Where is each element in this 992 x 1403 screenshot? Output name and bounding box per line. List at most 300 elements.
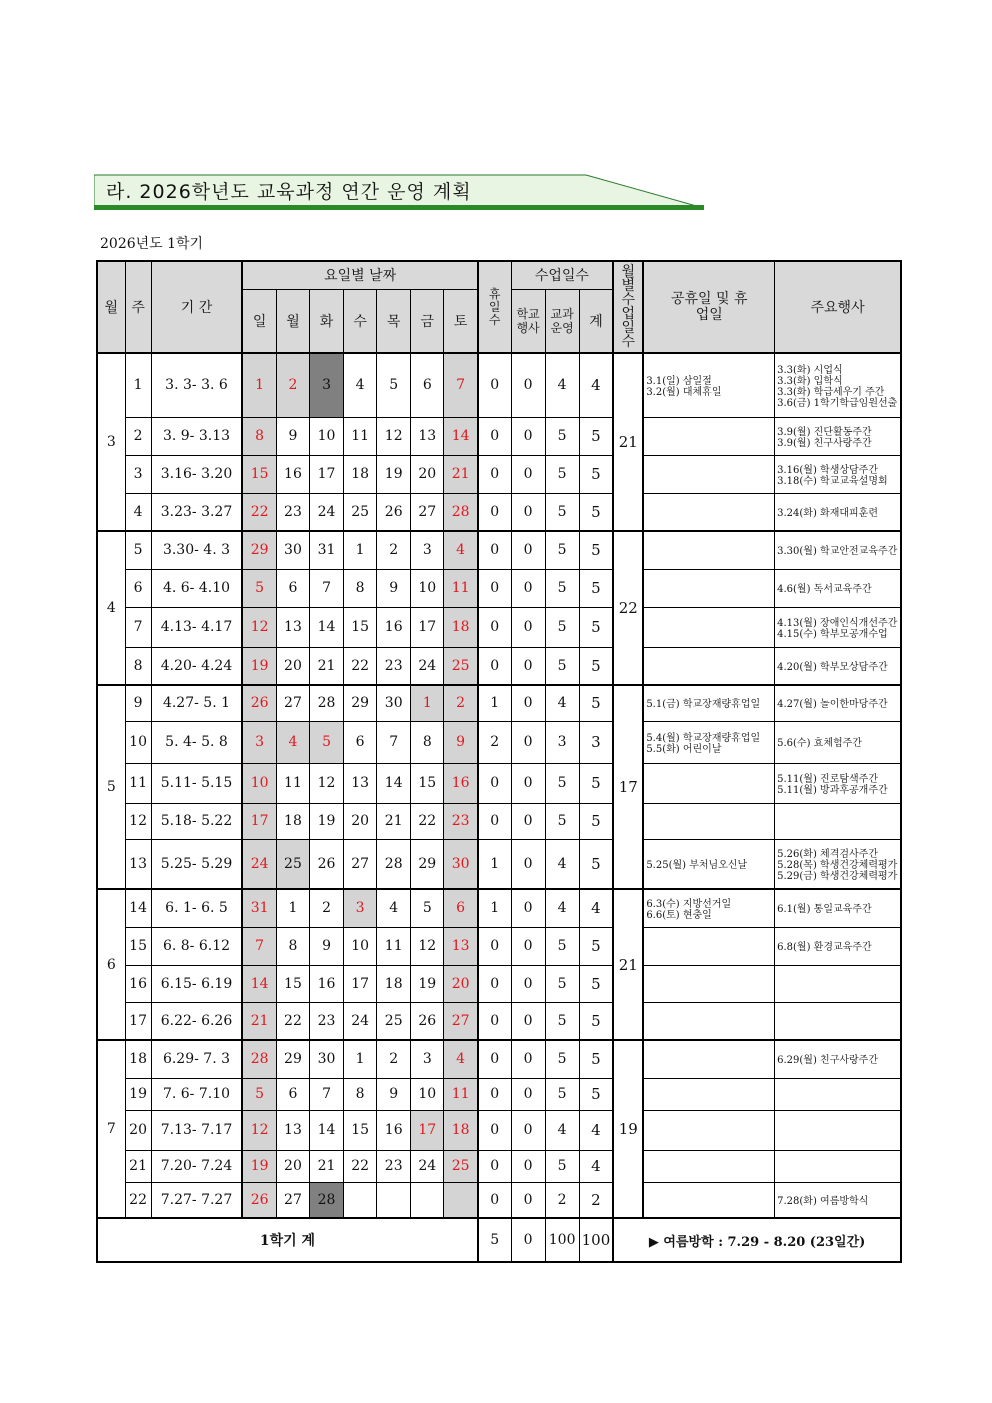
day-cell: 7 (242, 927, 276, 965)
header-weekday-tue: 화 (310, 289, 344, 353)
day-cell: 22 (242, 493, 276, 531)
school-event-cell: 0 (511, 353, 545, 417)
day-cell: 21 (444, 455, 478, 493)
period-cell: 7.20- 7.24 (151, 1150, 242, 1182)
event-note: 5.11(월) 방과후공개주간 (777, 784, 888, 796)
section-banner (94, 173, 704, 211)
day-cell: 1 (242, 353, 276, 417)
header-school-days: 수업일수 (511, 261, 613, 289)
events-cell (775, 839, 901, 889)
event-note: 5.11(월) 진로탐색주간 (777, 773, 878, 785)
holiday-count-cell: 0 (478, 763, 511, 803)
table-row (97, 353, 901, 417)
day-cell: 15 (242, 455, 276, 493)
school-event-cell: 0 (511, 1110, 545, 1150)
holidays-cell (643, 417, 774, 455)
day-cell: 16 (276, 455, 309, 493)
holiday-count-cell: 1 (478, 889, 511, 927)
holidays-cell (643, 1150, 774, 1182)
school-event-cell: 0 (511, 455, 545, 493)
period-cell: 7.13- 7.17 (151, 1110, 242, 1150)
period-cell: 6. 8- 6.12 (151, 927, 242, 965)
week-cell: 10 (125, 721, 151, 763)
day-cell: 20 (444, 965, 478, 1002)
holiday-note: 3.1(일) 삼일절 (646, 375, 712, 387)
day-cell: 19 (411, 965, 444, 1002)
week-cell: 4 (125, 493, 151, 531)
day-cell: 22 (276, 1002, 309, 1040)
day-cell: 27 (276, 1182, 309, 1218)
curriculum-cell: 5 (545, 569, 579, 607)
curriculum-cell: 5 (545, 965, 579, 1002)
header-total: 계 (579, 289, 613, 353)
holidays-cell (643, 1078, 774, 1110)
summer-vacation: ▶ 여름방학 : 7.29 - 8.20 (23일간) (613, 1218, 901, 1262)
events-cell (775, 417, 901, 455)
day-cell: 17 (242, 803, 276, 839)
curriculum-cell: 4 (545, 839, 579, 889)
header-events: 주요행사 (775, 261, 901, 353)
monthly-days-cell: 21 (613, 889, 643, 1040)
events-cell (775, 1110, 901, 1150)
curriculum-cell: 2 (545, 1182, 579, 1218)
week-total-cell: 5 (579, 685, 613, 721)
school-event-cell: 0 (511, 493, 545, 531)
holiday-count-cell: 0 (478, 927, 511, 965)
day-cell: 14 (310, 607, 344, 647)
day-cell: 26 (242, 685, 276, 721)
day-cell: 6 (344, 721, 377, 763)
day-cell: 3 (310, 353, 344, 417)
week-total-cell: 5 (579, 607, 613, 647)
day-cell: 12 (411, 927, 444, 965)
table-row (97, 1040, 901, 1078)
week-total-cell: 5 (579, 763, 613, 803)
table-row (97, 417, 901, 455)
day-cell: 25 (444, 1150, 478, 1182)
day-cell: 28 (377, 839, 411, 889)
day-cell: 18 (444, 1110, 478, 1150)
holidays-cell (643, 1040, 774, 1078)
event-note: 3.18(수) 학교교육설명회 (777, 475, 888, 487)
day-cell: 18 (444, 607, 478, 647)
day-cell: 27 (344, 839, 377, 889)
day-cell: 12 (242, 1110, 276, 1150)
day-cell: 13 (444, 927, 478, 965)
week-cell: 9 (125, 685, 151, 721)
day-cell: 23 (310, 1002, 344, 1040)
table-row (97, 607, 901, 647)
day-cell: 9 (377, 569, 411, 607)
week-total-cell: 5 (579, 455, 613, 493)
day-cell: 29 (344, 685, 377, 721)
holiday-note: 6.6(토) 현충일 (646, 909, 712, 921)
curriculum-cell: 4 (545, 353, 579, 417)
week-cell: 14 (125, 889, 151, 927)
period-cell: 6.22- 6.26 (151, 1002, 242, 1040)
day-cell: 23 (276, 493, 309, 531)
holiday-count-cell: 0 (478, 531, 511, 569)
day-cell: 7 (444, 353, 478, 417)
monthly-days-cell: 22 (613, 531, 643, 685)
day-cell: 7 (310, 569, 344, 607)
day-cell: 30 (310, 1040, 344, 1078)
week-cell: 1 (125, 353, 151, 417)
school-event-cell: 0 (511, 927, 545, 965)
holiday-count-cell: 0 (478, 647, 511, 685)
school-event-cell: 0 (511, 721, 545, 763)
day-cell: 25 (344, 493, 377, 531)
school-event-cell: 0 (511, 1002, 545, 1040)
week-total-cell: 4 (579, 353, 613, 417)
event-note: 3.30(월) 학교안전교육주간 (777, 546, 898, 558)
holiday-count-cell: 2 (478, 721, 511, 763)
day-cell: 3 (411, 531, 444, 569)
events-cell (775, 721, 901, 763)
day-cell: 26 (377, 493, 411, 531)
week-total-cell: 5 (579, 839, 613, 889)
week-cell: 13 (125, 839, 151, 889)
day-cell: 24 (242, 839, 276, 889)
events-cell (775, 531, 901, 569)
week-cell: 12 (125, 803, 151, 839)
week-total-cell: 5 (579, 1040, 613, 1078)
table-row (97, 455, 901, 493)
school-event-cell: 0 (511, 763, 545, 803)
curriculum-cell: 5 (545, 417, 579, 455)
day-cell: 11 (377, 927, 411, 965)
events-cell (775, 1150, 901, 1182)
day-cell: 16 (310, 965, 344, 1002)
header-weekday-mon: 월 (276, 289, 309, 353)
event-note: 3.9(월) 친구사랑주간 (777, 437, 872, 449)
day-cell: 13 (276, 607, 309, 647)
week-total-cell: 5 (579, 1078, 613, 1110)
day-cell: 9 (377, 1078, 411, 1110)
header-monthly-days: 월별수업일수 (613, 261, 643, 353)
holidays-cell (643, 803, 774, 839)
day-cell: 5 (310, 721, 344, 763)
semester-total-row (97, 1218, 901, 1262)
table-row (97, 721, 901, 763)
day-cell: 22 (344, 1150, 377, 1182)
day-cell: 3 (344, 889, 377, 927)
day-cell: 28 (310, 685, 344, 721)
events-cell (775, 353, 901, 417)
school-event-cell: 0 (511, 569, 545, 607)
day-cell: 20 (276, 647, 309, 685)
day-cell: 11 (276, 763, 309, 803)
day-cell: 29 (242, 531, 276, 569)
curriculum-cell: 5 (545, 1002, 579, 1040)
events-cell (775, 763, 901, 803)
header-holidays: 공휴일 및 휴업일 (643, 261, 774, 353)
curriculum-cell: 5 (545, 1078, 579, 1110)
day-cell: 14 (310, 1110, 344, 1150)
table-row (97, 839, 901, 889)
table-row (97, 889, 901, 927)
holiday-count-cell: 1 (478, 685, 511, 721)
school-event-cell: 0 (511, 647, 545, 685)
events-cell (775, 927, 901, 965)
day-cell: 28 (310, 1182, 344, 1218)
day-cell: 11 (344, 417, 377, 455)
day-cell: 16 (377, 1110, 411, 1150)
holiday-count-cell: 0 (478, 965, 511, 1002)
events-cell (775, 965, 901, 1002)
period-cell: 6. 1- 6. 5 (151, 889, 242, 927)
week-cell: 2 (125, 417, 151, 455)
holidays-cell (643, 1002, 774, 1040)
day-cell: 24 (344, 1002, 377, 1040)
table-row (97, 803, 901, 839)
holidays-cell (643, 763, 774, 803)
period-cell: 7.27- 7.27 (151, 1182, 242, 1218)
day-cell: 1 (344, 531, 377, 569)
holidays-cell (643, 569, 774, 607)
day-cell: 7 (377, 721, 411, 763)
week-total-cell: 5 (579, 493, 613, 531)
school-event-cell: 0 (511, 1182, 545, 1218)
day-cell: 30 (377, 685, 411, 721)
day-cell: 25 (377, 1002, 411, 1040)
school-event-cell: 0 (511, 607, 545, 647)
day-cell: 1 (344, 1040, 377, 1078)
day-cell: 1 (411, 685, 444, 721)
school-event-cell: 0 (511, 803, 545, 839)
day-cell: 8 (242, 417, 276, 455)
day-cell: 1 (276, 889, 309, 927)
monthly-days-cell: 17 (613, 685, 643, 889)
holiday-count-cell: 0 (478, 607, 511, 647)
period-cell: 3. 9- 3.13 (151, 417, 242, 455)
day-cell (444, 1182, 478, 1218)
day-cell: 28 (242, 1040, 276, 1078)
curriculum-cell: 5 (545, 531, 579, 569)
day-cell: 29 (411, 839, 444, 889)
day-cell: 29 (276, 1040, 309, 1078)
holiday-note: 5.5(화) 어린이날 (646, 743, 722, 755)
day-cell: 2 (276, 353, 309, 417)
holiday-note: 6.3(수) 지방선거일 (646, 898, 732, 910)
total-days: 100 (579, 1218, 613, 1262)
month-cell: 6 (97, 889, 125, 1040)
day-cell: 11 (444, 1078, 478, 1110)
week-total-cell: 4 (579, 889, 613, 927)
header-curriculum: 교과운영 (545, 289, 579, 353)
event-note: 4.27(월) 놀이한마당주간 (777, 699, 888, 711)
week-cell: 21 (125, 1150, 151, 1182)
section-title: 라. 2026학년도 교육과정 연간 운영 계획 (106, 181, 472, 203)
week-cell: 20 (125, 1110, 151, 1150)
day-cell: 27 (411, 493, 444, 531)
event-note: 6.29(월) 친구사랑주간 (777, 1055, 878, 1067)
day-cell: 17 (344, 965, 377, 1002)
event-note: 6.8(월) 환경교육주간 (777, 942, 872, 953)
day-cell: 21 (242, 1002, 276, 1040)
period-cell: 3. 3- 3. 6 (151, 353, 242, 417)
day-cell: 21 (310, 1150, 344, 1182)
calendar-table (96, 260, 902, 1263)
day-cell: 2 (377, 531, 411, 569)
table-row (97, 685, 901, 721)
day-cell: 26 (411, 1002, 444, 1040)
day-cell: 6 (276, 1078, 309, 1110)
day-cell: 12 (377, 417, 411, 455)
holiday-count-cell: 0 (478, 1110, 511, 1150)
events-cell (775, 685, 901, 721)
curriculum-cell: 5 (545, 927, 579, 965)
period-cell: 3.30- 4. 3 (151, 531, 242, 569)
curriculum-cell: 5 (545, 493, 579, 531)
semester-subtitle: 2026년도 1학기 (100, 236, 204, 252)
day-cell: 10 (242, 763, 276, 803)
day-cell: 30 (276, 531, 309, 569)
event-note: 5.26(화) 체격검사주간 (777, 848, 878, 860)
day-cell: 6 (444, 889, 478, 927)
table-row (97, 1150, 901, 1182)
week-total-cell: 5 (579, 569, 613, 607)
period-cell: 5. 4- 5. 8 (151, 721, 242, 763)
school-event-cell: 0 (511, 1078, 545, 1110)
day-cell: 21 (310, 647, 344, 685)
day-cell: 21 (377, 803, 411, 839)
period-cell: 3.23- 3.27 (151, 493, 242, 531)
day-cell: 31 (242, 889, 276, 927)
header-weekday-fri: 금 (411, 289, 444, 353)
events-cell (775, 455, 901, 493)
day-cell: 17 (310, 455, 344, 493)
day-cell: 19 (242, 1150, 276, 1182)
week-cell: 18 (125, 1040, 151, 1078)
period-cell: 5.25- 5.29 (151, 839, 242, 889)
day-cell (344, 1182, 377, 1218)
week-cell: 3 (125, 455, 151, 493)
month-cell: 5 (97, 685, 125, 889)
day-cell: 31 (310, 531, 344, 569)
curriculum-cell: 5 (545, 803, 579, 839)
week-cell: 16 (125, 965, 151, 1002)
day-cell: 20 (411, 455, 444, 493)
table-row (97, 647, 901, 685)
period-cell: 6.15- 6.19 (151, 965, 242, 1002)
table-row (97, 569, 901, 607)
holidays-cell (643, 721, 774, 763)
events-cell (775, 493, 901, 531)
period-cell: 4. 6- 4.10 (151, 569, 242, 607)
events-cell (775, 1002, 901, 1040)
holidays-cell (643, 647, 774, 685)
day-cell: 17 (411, 1110, 444, 1150)
table-row (97, 1002, 901, 1040)
event-note: 5.28(목) 학생건강체력평가 (777, 859, 898, 871)
holidays-cell (643, 839, 774, 889)
total-holidays: 5 (478, 1218, 511, 1262)
header-month: 월 (97, 261, 125, 353)
week-total-cell: 5 (579, 417, 613, 455)
header-weekday-thu: 목 (377, 289, 411, 353)
monthly-days-cell: 19 (613, 1040, 643, 1218)
day-cell (377, 1182, 411, 1218)
header-period: 기 간 (151, 261, 242, 353)
school-event-cell: 0 (511, 1150, 545, 1182)
week-cell: 7 (125, 607, 151, 647)
header-school-event: 학교행사 (511, 289, 545, 353)
week-cell: 19 (125, 1078, 151, 1110)
holiday-note: 5.4(월) 학교장재량휴업일 (646, 732, 761, 744)
holiday-count-cell: 0 (478, 1150, 511, 1182)
header-holidays-count: 휴일수 (478, 261, 511, 353)
day-cell: 9 (310, 927, 344, 965)
holiday-count-cell: 0 (478, 1002, 511, 1040)
week-cell: 6 (125, 569, 151, 607)
holiday-count-cell: 0 (478, 493, 511, 531)
week-total-cell: 5 (579, 927, 613, 965)
day-cell: 10 (411, 569, 444, 607)
day-cell: 18 (377, 965, 411, 1002)
curriculum-cell: 5 (545, 763, 579, 803)
week-cell: 17 (125, 1002, 151, 1040)
day-cell: 23 (377, 647, 411, 685)
curriculum-cell: 5 (545, 1040, 579, 1078)
school-event-cell: 0 (511, 685, 545, 721)
holidays-cell (643, 1182, 774, 1218)
day-cell: 25 (444, 647, 478, 685)
day-cell: 5 (242, 1078, 276, 1110)
day-cell: 2 (377, 1040, 411, 1078)
event-note: 7.28(화) 여름방학식 (777, 1195, 869, 1207)
table-body (97, 353, 901, 1218)
day-cell: 10 (411, 1078, 444, 1110)
day-cell: 27 (276, 685, 309, 721)
day-cell: 24 (411, 1150, 444, 1182)
day-cell: 22 (411, 803, 444, 839)
curriculum-cell: 5 (545, 607, 579, 647)
holiday-count-cell: 0 (478, 1078, 511, 1110)
day-cell: 20 (344, 803, 377, 839)
day-cell: 5 (377, 353, 411, 417)
events-cell (775, 607, 901, 647)
day-cell: 15 (276, 965, 309, 1002)
event-note: 4.6(월) 독서교육주간 (777, 584, 872, 595)
holidays-cell (643, 531, 774, 569)
school-event-cell: 0 (511, 965, 545, 1002)
day-cell: 8 (276, 927, 309, 965)
monthly-days-cell: 21 (613, 353, 643, 531)
holidays-cell (643, 455, 774, 493)
period-cell: 4.27- 5. 1 (151, 685, 242, 721)
table-header (97, 261, 901, 353)
curriculum-cell: 3 (545, 721, 579, 763)
total-curriculum: 100 (545, 1218, 579, 1262)
holidays-cell (643, 685, 774, 721)
week-total-cell: 4 (579, 1150, 613, 1182)
event-note: 3.24(화) 화재대피훈련 (777, 507, 878, 519)
period-cell: 3.16- 3.20 (151, 455, 242, 493)
day-cell: 28 (444, 493, 478, 531)
day-cell: 13 (344, 763, 377, 803)
day-cell: 12 (310, 763, 344, 803)
day-cell: 17 (411, 607, 444, 647)
semester-total-label: 1학기 계 (97, 1218, 478, 1262)
events-cell (775, 803, 901, 839)
day-cell: 18 (276, 803, 309, 839)
day-cell: 4 (344, 353, 377, 417)
day-cell: 15 (411, 763, 444, 803)
curriculum-cell: 5 (545, 455, 579, 493)
holidays-cell (643, 493, 774, 531)
day-cell: 19 (310, 803, 344, 839)
